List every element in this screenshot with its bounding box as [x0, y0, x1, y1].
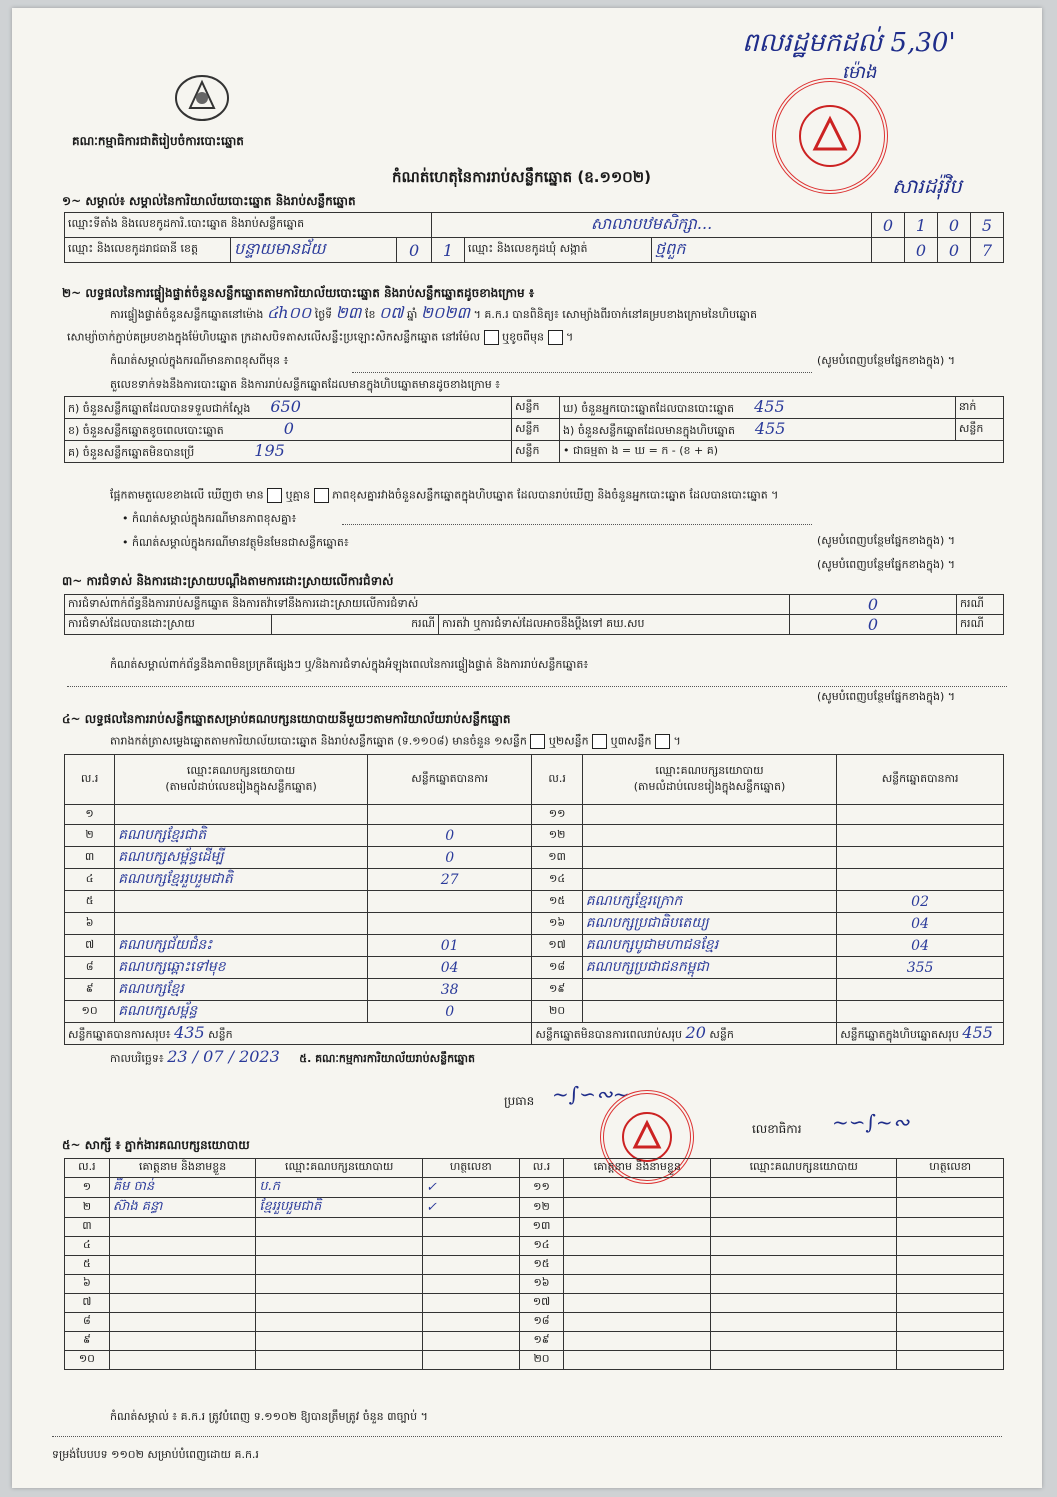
station-code-digit: 1	[905, 213, 938, 238]
row-number: ៧	[65, 935, 115, 957]
party-name: គណបក្សបូជាមហាជនខ្មែរ	[582, 935, 836, 957]
two-sheet-checkbox	[592, 734, 607, 749]
secretary-label: លេខាធិការ	[752, 1122, 802, 1136]
total-invalid-value: 20	[685, 1023, 706, 1042]
witness-name: ស៊ាង គន្ធា	[109, 1198, 256, 1218]
witness-signature	[422, 1237, 519, 1256]
party-votes	[837, 805, 1004, 825]
handwritten-signature-top: សារដរ៉ុវិប	[892, 174, 962, 198]
table-row	[65, 1256, 1004, 1275]
damaged-checkbox	[548, 330, 563, 345]
discrepancy-line: ផ្អែកតាមតួលេខខាងលើ ឃើញថា មាន ឬគ្មាន ភាពខុសគ្នារវាងចំនួនសន្លឹកឆ្នោតក្នុងហិបឆ្នោត ដែលបានរាប់ឃើញ និងចំនួនអ្នកបោះឆ្នោត ដែលបានបោះឆ្នោត ។	[110, 488, 779, 502]
row-number: ១	[65, 805, 115, 825]
section4-title: ៤~ លទ្ធផលនៃការរាប់សន្លឹកឆ្នោតសម្រាប់គណបក្សនយោបាយនីមួយៗតាមការិយាល័យរាប់សន្លឹកឆ្នោត	[62, 712, 511, 726]
witness-signature: ✓	[422, 1198, 519, 1218]
total-box-value: 455	[962, 1023, 993, 1042]
party-name: គណបក្សឆ្ពោះទៅមុខ	[115, 957, 368, 979]
table-row	[65, 825, 1004, 847]
total-box-cell: សន្លឹកឆ្នោតក្នុងហិបឆ្នោតសរុប 455	[837, 1023, 1004, 1045]
verification-line: ការផ្ទៀងផ្ទាត់ចំនួនសន្លឹកឆ្នោតនៅម៉ោង ៤h០០ ថ្ងៃទី ២៣ ខែ ០៧ ឆ្នាំ ២០២៣ ។ គ.ក.រ បានពិនិត្យ៖ សោម្យ៉ាងពីរចាក់នៅគម្របខាងក្រោមនៃហិបឆ្នោត	[110, 303, 757, 322]
station-code-digit: 0	[938, 213, 971, 238]
party-votes	[367, 891, 531, 913]
table-row	[65, 1294, 1004, 1313]
witness-name	[564, 1218, 711, 1237]
secretary-signature: ~∽∫~∾	[832, 1110, 910, 1134]
witness-signature: ✓	[422, 1178, 519, 1198]
witness-party	[256, 1351, 423, 1370]
witness-name	[109, 1275, 256, 1294]
section1-title: ១~ សម្គាល់៖ សម្គាល់នៃការិយាល័យបោះឆ្នោត និងរាប់សន្លឹកឆ្នោត	[62, 194, 356, 208]
verification-day: ២៣	[335, 303, 362, 322]
dotted-line	[67, 686, 1007, 687]
witness-name	[564, 1294, 711, 1313]
party-name	[582, 847, 836, 869]
dotted-line	[342, 524, 812, 525]
party-name	[582, 805, 836, 825]
document-page	[12, 8, 1042, 1488]
row-number: ១២	[532, 825, 582, 847]
total-invalid-cell: សន្លឹកឆ្នោតមិនបានការពេលរាប់សរុប 20 សន្លឹក	[532, 1023, 837, 1045]
handwritten-top-note-2: ម៉ោង	[842, 62, 877, 83]
fill-note: (សូមបំពេញបន្ថែមផ្នែកខាងក្នុង) ។	[817, 558, 956, 571]
figure-a-label: ក) ចំនួនសន្លឹកឆ្នោតដែលបានទទួលជាក់ស្តែង	[68, 402, 251, 415]
table-row	[65, 1178, 1004, 1198]
party-name: គណបក្សសម្ព័ន្ធដើម្បី	[115, 847, 368, 869]
col-header-party: ឈ្មោះគណបក្សនយោបាយ (តាមលំដាប់លេខរៀងក្នុងសន្លឹកឆ្នោត)	[115, 755, 368, 805]
witness-name: គឹម ចាន់	[109, 1178, 256, 1198]
table-row	[65, 957, 1004, 979]
witness-signature	[897, 1313, 1004, 1332]
form-title: កំណត់ហេតុនៃការរាប់សន្លឹកឆ្នោត (ឧ.១១០២)	[392, 168, 652, 186]
table-row	[65, 1351, 1004, 1370]
party-name	[582, 825, 836, 847]
handwritten-top-note: ពលរដ្ឋមកដល់ 5,30'	[742, 28, 956, 58]
party-name: គណបក្សប្រជាធិបតេយ្យ	[582, 913, 836, 935]
unit-label: នាក់	[955, 397, 1003, 419]
unit-label: សន្លឹក	[511, 397, 559, 419]
appeal-count: 0	[790, 615, 957, 635]
table-row	[65, 1218, 1004, 1237]
figures-intro: តួលេខទាក់ទងនឹងការបោះឆ្នោត និងការរាប់សន្លឹកឆ្នោតដែលមានក្នុងហិបឆ្នោតមានដូចខាងក្រោម ៖	[110, 378, 501, 391]
party-votes	[367, 913, 531, 935]
section3-title: ៣~ ការជំទាស់ និងការដោះស្រាយបណ្តឹងតាមការដោះស្រាយលើការជំទាស់	[62, 574, 394, 588]
unit-label: សន្លឹក	[955, 419, 1003, 441]
col-header-no: ល.រ	[65, 755, 115, 805]
row-number: ៤	[65, 869, 115, 891]
witness-signature	[897, 1256, 1004, 1275]
party-name: គណបក្សខ្មែរ	[115, 979, 368, 1001]
party-votes: 0	[367, 847, 531, 869]
witness-name	[564, 1237, 711, 1256]
resolved-label: ការជំទាស់ដែលបានដោះស្រាយ	[65, 615, 272, 635]
col-header-no: ល.រ	[532, 755, 582, 805]
row-number: ៤	[65, 1237, 110, 1256]
witness-party	[711, 1178, 897, 1198]
row-number: ១២	[519, 1198, 564, 1218]
row-number: ១៨	[519, 1313, 564, 1332]
commune-label: ឈ្មោះ និងលេខកូដឃុំ សង្កាត់	[465, 238, 652, 263]
crest-icon	[162, 68, 242, 128]
station-value: សាលាបឋមសិក្សា...	[432, 213, 872, 238]
party-votes: 04	[837, 935, 1004, 957]
verification-month: ០៧	[378, 303, 404, 322]
witness-name	[564, 1178, 711, 1198]
party-votes	[837, 1001, 1004, 1023]
unit-label: ករណី	[957, 595, 1004, 615]
party-name	[115, 913, 368, 935]
witness-party	[711, 1198, 897, 1218]
row-number: ៧	[65, 1294, 110, 1313]
table-row	[65, 891, 1004, 913]
witness-name	[564, 1198, 711, 1218]
footnote: កំណត់សម្គាល់ ៖ គ.ក.រ ត្រូវបំពេញ ទ.១១០២ ឱ្យបានត្រឹមត្រូវ ចំនួន ៣ច្បាប់ ។	[110, 1410, 428, 1423]
objection-label: ការជំទាស់ពាក់ព័ន្ធនឹងការរាប់សន្លឹកឆ្នោត និងការតវ៉ាទៅនឹងការដោះស្រាយលើការជំទាស់	[65, 595, 790, 615]
row-number: ៩	[65, 1332, 110, 1351]
table-row	[65, 979, 1004, 1001]
figure-d-label: ឃ) ចំនួនអ្នកបោះឆ្នោតដែលបានបោះឆ្នោត	[563, 402, 735, 415]
row-number: ១៤	[532, 869, 582, 891]
table-row	[65, 1275, 1004, 1294]
party-name	[582, 1001, 836, 1023]
row-number: ១០	[65, 1351, 110, 1370]
row-number: ១៣	[519, 1218, 564, 1237]
section5-title: ៥~ សាក្សី ៖ ភ្នាក់ងារគណបក្សនយោបាយ	[62, 1138, 250, 1152]
commune-value: ថ្មពួក	[652, 238, 872, 263]
chair-signature: ~∫∽∾~	[552, 1082, 630, 1106]
party-results-table	[64, 754, 1004, 1045]
witness-party	[711, 1313, 897, 1332]
party-name	[115, 891, 368, 913]
witness-party	[256, 1275, 423, 1294]
party-votes	[367, 805, 531, 825]
intact-checkbox	[484, 330, 499, 345]
witness-party: ខ្មែររួបរួមជាតិ	[256, 1198, 423, 1218]
commune-code-digit: 0	[905, 238, 938, 263]
table-row	[65, 847, 1004, 869]
witness-party	[711, 1332, 897, 1351]
witness-signature	[422, 1332, 519, 1351]
witness-party	[256, 1218, 423, 1237]
row-number: ១៥	[532, 891, 582, 913]
table-row	[65, 913, 1004, 935]
difference-note-line	[352, 358, 812, 373]
witness-party	[711, 1275, 897, 1294]
verification-time: ៤h០០	[266, 303, 312, 322]
org-name: គណៈកម្មាធិការជាតិរៀបចំការបោះឆ្នោត	[72, 134, 244, 148]
date-value: 23 / 07 / 2023	[167, 1047, 280, 1066]
row-number: ៨	[65, 1313, 110, 1332]
party-name	[582, 869, 836, 891]
province-code-digit: 1	[432, 238, 465, 263]
party-name	[115, 805, 368, 825]
party-votes	[837, 979, 1004, 1001]
fill-note: (សូមបំពេញបន្ថែមផ្នែកខាងក្នុង) ។	[817, 690, 956, 703]
witness-signature	[422, 1294, 519, 1313]
party-name: គណបក្សខ្មែរជាតិ	[115, 825, 368, 847]
unit-label: សន្លឹក	[511, 419, 559, 441]
row-number: ១	[65, 1178, 110, 1198]
witness-name	[564, 1275, 711, 1294]
witness-name	[109, 1313, 256, 1332]
witness-signature	[422, 1313, 519, 1332]
witness-party	[256, 1256, 423, 1275]
witness-name	[564, 1332, 711, 1351]
witness-name	[109, 1256, 256, 1275]
witness-party	[711, 1218, 897, 1237]
row-number: ១៨	[532, 957, 582, 979]
tally-sheet-line: តារាងកត់ត្រាសម្លេងឆ្នោតតាមការិយាល័យបោះឆ្នោត និងរាប់សន្លឹកឆ្នោត (ទ.១១០៨) មានចំនួន ១សន្លឹក ឬ២សន្លឹក ឬ៣សន្លឹក ។	[110, 734, 681, 748]
divider	[52, 1436, 1002, 1437]
fill-note: (សូមបំពេញបន្ថែមផ្នែកខាងក្នុង) ។	[817, 354, 956, 367]
bullet-difference: • កំណត់សម្គាល់ក្នុងករណីមានភាពខុសគ្នា៖	[122, 512, 297, 525]
party-votes	[837, 847, 1004, 869]
station-code-digit: 5	[971, 213, 1004, 238]
commune-code-digit: 7	[971, 238, 1004, 263]
witness-name	[109, 1351, 256, 1370]
row-number: ១៧	[519, 1294, 564, 1313]
row-number: ១១	[532, 805, 582, 825]
section2-title: ២~ លទ្ធផលនៃការផ្ទៀងផ្ទាត់ចំនួនសន្លឹកឆ្នោតតាមការិយាល័យបោះឆ្នោត និងរាប់សន្លឹកឆ្នោតដូចខាងក្រោម ៖	[62, 286, 535, 300]
figure-c-label: គ) ចំនួនសន្លឹកឆ្នោតមិនបានប្រើ	[68, 446, 195, 459]
witness-signature	[897, 1218, 1004, 1237]
total-valid-value: 435	[174, 1023, 205, 1042]
row-number: ២០	[519, 1351, 564, 1370]
witness-signature	[897, 1178, 1004, 1198]
table-row	[65, 1001, 1004, 1023]
row-number: ៥	[65, 891, 115, 913]
appeal-label: ការតវ៉ា ឬការជំទាស់ដែលអាចនឹងប្តឹងទៅ គឃ.សប	[439, 615, 790, 635]
row-number: ១០	[65, 1001, 115, 1023]
unit-label: ករណី	[272, 615, 439, 635]
party-name: គណបក្សខ្មែររួបរួមជាតិ	[115, 869, 368, 891]
objection-count: 0	[790, 595, 957, 615]
station-info-table	[64, 212, 1004, 263]
commune-code-digit: 0	[938, 238, 971, 263]
row-number: ១៦	[532, 913, 582, 935]
witness-party	[711, 1237, 897, 1256]
witness-party	[256, 1332, 423, 1351]
witness-name	[109, 1237, 256, 1256]
party-votes: 04	[837, 913, 1004, 935]
party-name: គណបក្សប្រជាជនកម្ពុជា	[582, 957, 836, 979]
party-name: គណបក្សជ័យជំនះ	[115, 935, 368, 957]
witness-name	[109, 1218, 256, 1237]
no-difference-checkbox	[314, 488, 329, 503]
party-name	[582, 979, 836, 1001]
witness-party: ប.ក	[256, 1178, 423, 1198]
row-number: ៣	[65, 847, 115, 869]
bullet-foreign-object: • កំណត់សម្គាល់ក្នុងករណីមានវត្ថុមិនមែនជាសន្លឹកឆ្នោត៖	[122, 536, 349, 549]
three-sheet-checkbox	[655, 734, 670, 749]
form-footer: ទម្រង់បែបបទ ១១០២ សម្រាប់បំពេញដោយ គ.ក.រ	[52, 1448, 259, 1461]
row-number: ២	[65, 1198, 110, 1218]
verification-year: ២០២៣	[420, 303, 471, 322]
party-votes: 27	[367, 869, 531, 891]
figure-e-value: 455	[754, 419, 786, 438]
witness-signature	[897, 1237, 1004, 1256]
row-number: ១៩	[519, 1332, 564, 1351]
row-number: ៨	[65, 957, 115, 979]
col-header-party: ឈ្មោះគណបក្សនយោបាយ (តាមលំដាប់លេខរៀងក្នុងសន្លឹកឆ្នោត)	[582, 755, 836, 805]
witness-signature	[897, 1198, 1004, 1218]
table-row	[65, 1313, 1004, 1332]
row-number: ១៩	[532, 979, 582, 1001]
col-header-votes: សន្លឹកឆ្នោតបានការ	[837, 755, 1004, 805]
witness-signature	[897, 1332, 1004, 1351]
witness-table: ល.រ គោត្តនាម និងនាមខ្លួន ឈ្មោះគណបក្សនយោបាយ ហត្ថលេខា ល.រ គោត្តនាម និងនាមខ្លួន ឈ្មោះគណបក្សនយោបាយ ហត្ថលេខា ១ គឹម ចាន់ ប.ក ✓ ១១ ២ ស៊ាង គន្ធា ខ្មែររួបរួមជាតិ ✓ ១២ ៣ ១៣ ៤ ១៤ ៥ ១៥ ៦ ១៦ ៧ ១៧ ៨ ១៨ ៩ ១៩ ១០ ២០	[64, 1158, 1004, 1370]
figure-b-label: ខ) ចំនួនសន្លឹកឆ្នោតខូចពេលបោះឆ្នោត	[68, 424, 224, 437]
figure-e-label: ង) ចំនួនសន្លឹកឆ្នោតដែលមានក្នុងហិបឆ្នោត	[563, 424, 735, 437]
seal-check-line: សោម្យ៉ាចាក់ភ្ជាប់គម្របខាងក្នុងម៉ែហិបឆ្នោត ក្រដាសបិទតាសលើសន្លឹះប្រឡោះសិកសន្លឹកឆ្នោត នៅរម៉ែល ឬខូចពីមុន ។	[67, 330, 574, 344]
witness-signature	[422, 1256, 519, 1275]
province-code-digit: 0	[397, 238, 432, 263]
unit-label: ករណី	[957, 615, 1004, 635]
party-votes: 01	[367, 935, 531, 957]
witness-name	[109, 1332, 256, 1351]
witness-name	[564, 1351, 711, 1370]
province-label: ឈ្មោះ និងលេខកូដរាជធានី ខេត្ត	[65, 238, 231, 263]
formula-note: • ជាធម្មតា ង = ឃ = ក - (ខ + គ)	[560, 441, 1004, 463]
province-value: បន្ទាយមានជ័យ	[231, 238, 397, 263]
table-row	[65, 869, 1004, 891]
table-row	[65, 805, 1004, 825]
row-number: ១៧	[532, 935, 582, 957]
party-votes: 38	[367, 979, 531, 1001]
date-line: កាលបរិច្ឆេទ៖ 23 / 07 / 2023 ៥. គណៈកម្មការការិយាល័យរាប់សន្លឹកឆ្នោត	[110, 1047, 476, 1066]
table-row	[65, 1237, 1004, 1256]
difference-note-label: កំណត់សម្គាល់ក្នុងករណីមានភាពខុសពីមុន ៖	[110, 354, 289, 367]
party-votes: 02	[837, 891, 1004, 913]
party-votes: 355	[837, 957, 1004, 979]
witness-signature	[897, 1275, 1004, 1294]
station-code-digit: 0	[872, 213, 905, 238]
objections-table	[64, 594, 1004, 635]
table-row	[65, 935, 1004, 957]
witness-signature	[422, 1218, 519, 1237]
witness-name	[564, 1313, 711, 1332]
party-votes	[837, 869, 1004, 891]
table-row	[65, 1198, 1004, 1218]
witness-signature	[422, 1275, 519, 1294]
fill-note: (សូមបំពេញបន្ថែមផ្នែកខាងក្នុង) ។	[817, 534, 956, 547]
witness-signature	[897, 1294, 1004, 1313]
row-number: ៦	[65, 1275, 110, 1294]
party-votes: 0	[367, 825, 531, 847]
row-number: ៦	[65, 913, 115, 935]
party-name: គណបក្សសម្ព័ន្ធ	[115, 1001, 368, 1023]
witness-party	[256, 1237, 423, 1256]
figure-d-value: 455	[754, 397, 785, 416]
row-number: ១៥	[519, 1256, 564, 1275]
row-number: ៩	[65, 979, 115, 1001]
row-number: ២០	[532, 1001, 582, 1023]
one-sheet-checkbox	[530, 734, 545, 749]
figure-a-value: 650	[270, 397, 301, 416]
witness-name	[109, 1294, 256, 1313]
has-difference-checkbox	[267, 488, 282, 503]
party-name: គណបក្សខ្មែរក្រោក	[582, 891, 836, 913]
irregularity-note: កំណត់សម្គាល់ពាក់ព័ន្ធនឹងភាពមិនប្រក្រតីផ្សេងៗ ឬ/និងការជំទាស់ក្នុងអំឡុងពេលនៃការផ្ទៀងផ្ទាត់ និងការរាប់សន្លឹកឆ្នោត៖	[110, 658, 589, 671]
row-number: ៥	[65, 1256, 110, 1275]
col-header-votes: សន្លឹកឆ្នោតបានការ	[367, 755, 531, 805]
party-votes: 0	[367, 1001, 531, 1023]
row-number: ១៦	[519, 1275, 564, 1294]
party-votes	[837, 825, 1004, 847]
row-number: ២	[65, 825, 115, 847]
row-number: ១៤	[519, 1237, 564, 1256]
witness-signature	[422, 1351, 519, 1370]
official-seal-top	[772, 78, 888, 194]
witness-party	[711, 1351, 897, 1370]
witness-party	[711, 1294, 897, 1313]
witness-party	[711, 1256, 897, 1275]
chair-label: ប្រធាន	[504, 1094, 535, 1108]
party-votes: 04	[367, 957, 531, 979]
unit-label: សន្លឹក	[511, 441, 559, 463]
table-row	[65, 1332, 1004, 1351]
total-valid-cell: សន្លឹកឆ្នោតបានការសរុប៖ 435 សន្លឹក	[65, 1023, 532, 1045]
witness-signature	[897, 1351, 1004, 1370]
figure-b-value: 0	[283, 419, 294, 438]
witness-party	[256, 1313, 423, 1332]
row-number: ៣	[65, 1218, 110, 1237]
witness-party	[256, 1294, 423, 1313]
figure-c-value: 195	[254, 441, 285, 460]
ballot-figures-table	[64, 396, 1004, 463]
row-number: ១៣	[532, 847, 582, 869]
station-label: ឈ្មោះទីតាំង និងលេខកូដការិ.បោះឆ្នោត និងរាប់សន្លឹកឆ្នោត	[65, 213, 432, 238]
row-number: ១១	[519, 1178, 564, 1198]
witness-name	[564, 1256, 711, 1275]
